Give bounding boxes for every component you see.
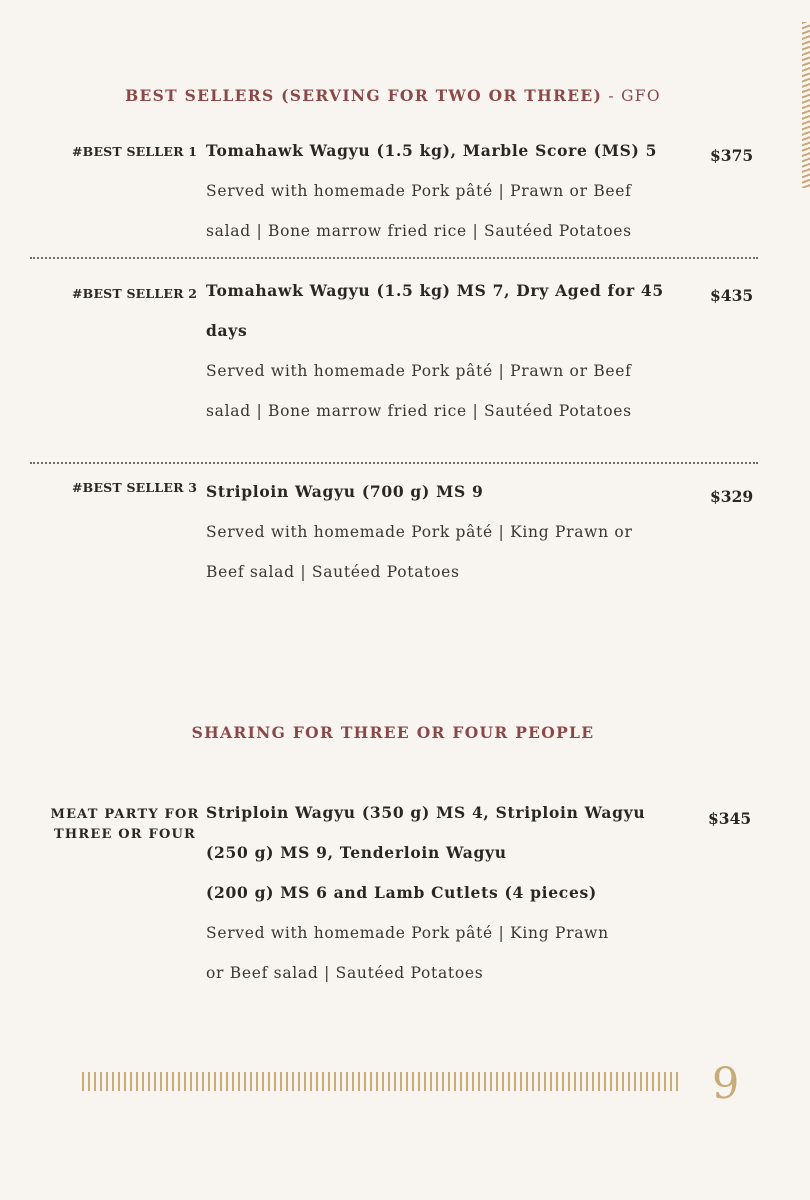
section-title-best-sellers — [0, 86, 786, 105]
item-description: Served with homemade Pork pâté | Prawn or Beef — [206, 182, 632, 200]
dotted-divider — [30, 462, 758, 464]
menu-item — [206, 131, 676, 251]
item-name: days — [206, 321, 248, 340]
item-name: Tomahawk Wagyu (1.5 kg), Marble Score (MS) 5 — [206, 141, 658, 160]
item-description: Served with homemade Pork pâté | King Prawn or — [206, 523, 633, 541]
section-title-text: BEST SELLERS (SERVING FOR TWO OR THREE) — [125, 86, 603, 105]
item-description: Served with homemade Pork pâté | Prawn or Beef — [206, 362, 632, 380]
item-name: (200 g) MS 6 and Lamb Cutlets (4 pieces) — [206, 883, 597, 902]
item-price: $329 — [710, 487, 754, 506]
item-description: or Beef salad | Sautéed Potatoes — [206, 964, 484, 982]
item-price: $345 — [708, 809, 752, 828]
section-title-text: SHARING FOR THREE OR FOUR PEOPLE — [191, 723, 595, 742]
item-description: salad | Bone marrow fried rice | Sautéed Potatoes — [206, 402, 632, 420]
menu-item — [206, 472, 676, 592]
item-label-line: MEAT PARTY FOR — [50, 807, 200, 822]
item-price: $375 — [710, 146, 754, 165]
section-title-suffix: - GFO — [602, 87, 661, 105]
decorative-stripe — [802, 22, 810, 188]
item-description: salad | Bone marrow fried rice | Sautéed Potatoes — [206, 222, 632, 240]
item-label — [50, 805, 200, 845]
menu-item — [206, 793, 676, 993]
item-name: Striploin Wagyu (700 g) MS 9 — [206, 482, 484, 501]
item-label: #BEST SELLER 1 — [72, 144, 198, 159]
item-name: Tomahawk Wagyu (1.5 kg) MS 7, Dry Aged for 45 — [206, 281, 664, 300]
menu-item — [206, 271, 676, 431]
dotted-divider — [30, 257, 758, 259]
item-label: #BEST SELLER 3 — [72, 480, 198, 495]
footer-decorative-bars — [82, 1072, 678, 1091]
page-number: 9 — [712, 1059, 740, 1109]
item-label-line: THREE OR FOUR — [53, 827, 197, 842]
item-price: $435 — [710, 286, 754, 305]
item-description: Beef salad | Sautéed Potatoes — [206, 563, 460, 581]
item-label: #BEST SELLER 2 — [72, 286, 198, 301]
item-name: (250 g) MS 9, Tenderloin Wagyu — [206, 843, 507, 862]
item-description: Served with homemade Pork pâté | King Prawn — [206, 924, 609, 942]
section-title-sharing — [0, 723, 786, 742]
item-name: Striploin Wagyu (350 g) MS 4, Striploin Wagyu — [206, 803, 646, 822]
